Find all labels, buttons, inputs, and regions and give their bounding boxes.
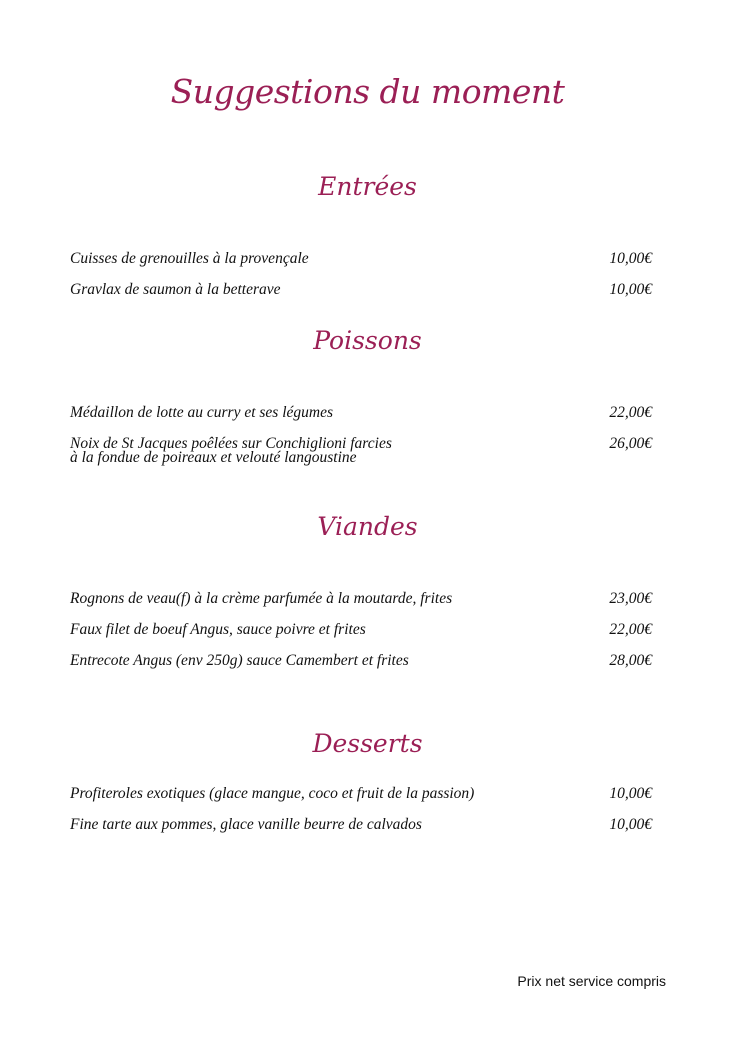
section-title-desserts: Desserts bbox=[312, 729, 423, 758]
item-price: 10,00€ bbox=[609, 250, 652, 267]
item-name: Entrecote Angus (env 250g) sauce Camembert et frites bbox=[70, 652, 409, 669]
item-price: 28,00€ bbox=[609, 652, 652, 669]
item-name-line2: à la fondue de poireaux et velouté langoustine bbox=[70, 449, 357, 466]
item-name-multiline bbox=[70, 435, 570, 465]
section-title-poissons: Poissons bbox=[313, 326, 422, 355]
section-title-viandes: Viandes bbox=[317, 512, 418, 541]
section-title-entrees: Entrées bbox=[318, 172, 417, 201]
item-name: Gravlax de saumon à la betterave bbox=[70, 281, 281, 298]
item-name: Fine tarte aux pommes, glace vanille beurre de calvados bbox=[70, 816, 422, 833]
item-price: 10,00€ bbox=[609, 785, 652, 802]
item-name: Rognons de veau(f) à la crème parfumée à la moutarde, frites bbox=[70, 590, 453, 607]
footer-note: Prix net service compris bbox=[517, 973, 666, 989]
item-price: 10,00€ bbox=[609, 816, 652, 833]
item-name: Profiteroles exotiques (glace mangue, coco et fruit de la passion) bbox=[70, 785, 475, 802]
item-name-line1: Noix de St Jacques poêlées sur Conchiglioni farcies bbox=[70, 435, 392, 452]
item-name: Faux filet de boeuf Angus, sauce poivre et frites bbox=[70, 621, 366, 638]
item-price: 10,00€ bbox=[609, 281, 652, 298]
item-name: Cuisses de grenouilles à la provençale bbox=[70, 250, 309, 267]
item-price: 22,00€ bbox=[609, 621, 652, 638]
menu-title: Suggestions du moment bbox=[170, 72, 565, 111]
item-name: Médaillon de lotte au curry et ses légumes bbox=[70, 404, 334, 421]
item-price: 23,00€ bbox=[609, 590, 652, 607]
item-price: 26,00€ bbox=[609, 435, 652, 452]
item-price: 22,00€ bbox=[609, 404, 652, 421]
